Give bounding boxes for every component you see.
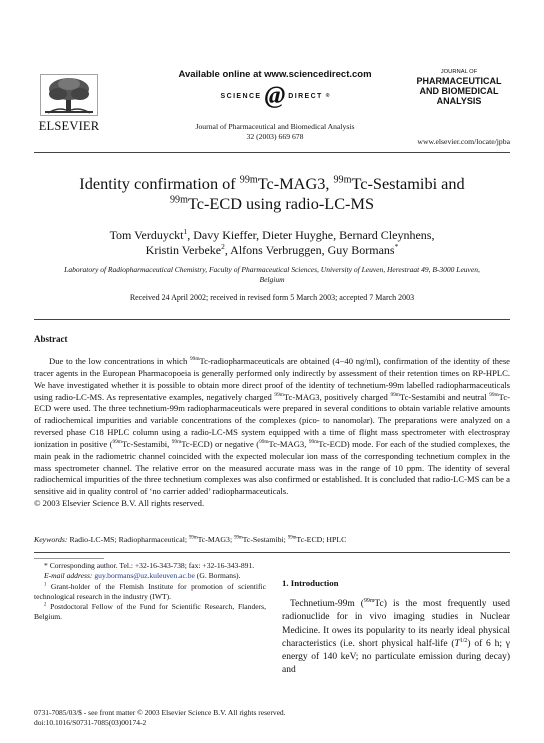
footnote-mark: 2 <box>44 602 47 608</box>
isotope-superscript: 99m <box>390 391 400 398</box>
isotope-superscript: 99m <box>259 439 269 446</box>
science-word: SCIENCE <box>220 92 262 100</box>
title-text-4: Tc-ECD using radio-LC-MS <box>187 194 375 213</box>
isotope-superscript: 99m <box>171 439 182 446</box>
email-label: E-mail address: <box>44 571 93 581</box>
section-heading: 1. Introduction <box>282 578 339 588</box>
journal-logo-line-1: JOURNAL OF <box>440 69 478 75</box>
footnotes <box>34 561 266 623</box>
abstract-top-rule <box>34 319 510 320</box>
journal-url[interactable]: www.elsevier.com/locate/jpba <box>417 137 510 146</box>
abstract-body <box>34 356 510 510</box>
author-footnote-mark: 2 <box>221 242 225 251</box>
title-isotope-3: 99m <box>169 194 188 206</box>
intro-paragraph <box>282 598 510 678</box>
intro-text: ) of 6 h; γ energy of 140 keV; no particulate emission during decay) and <box>282 638 510 676</box>
keyword-text: Tc-MAG3; <box>197 535 235 544</box>
author-list <box>34 228 510 258</box>
footnote-text: Postdoctoral Fellow of the Fund for Scientific Research, Flanders, Belgium. <box>34 602 266 622</box>
title-isotope-2: 99m <box>333 174 352 186</box>
halflife-symbol: T <box>454 638 460 649</box>
isotope-superscript: 99m <box>489 391 499 398</box>
footnote-text: (G. Bormans). <box>194 571 241 581</box>
author-name: Kristin Verbeke <box>145 243 222 257</box>
journal-logo <box>410 68 508 106</box>
abstract-text: Tc-ECD) or negative ( <box>181 438 260 449</box>
elsevier-tree-icon <box>40 74 98 116</box>
title-text-1: Identity confirmation of <box>79 174 240 193</box>
isotope-superscript: 99m <box>189 356 200 363</box>
keywords-label: Keywords: <box>34 535 68 544</box>
direct-word: DIRECT <box>288 92 323 100</box>
isotope-superscript: 99m <box>188 535 198 541</box>
footnote-rule <box>34 558 104 559</box>
available-online-text: Available online at www.sciencedirect.com <box>178 69 372 80</box>
doi-line[interactable]: doi:10.1016/S0731-7085(03)00174-2 <box>34 718 147 727</box>
elsevier-logo <box>38 74 100 134</box>
footnote-text: Grant-holder of the Flemish Institute for promotion of scientific technological research in the industry (IWT). <box>34 581 266 601</box>
isotope-superscript: 99m <box>287 535 297 541</box>
author-names: , Alfons Verbruggen, Guy Bormans <box>224 243 395 257</box>
footnote-text: * Corresponding author. Tel.: +32-16-343-738; fax: +32-16-343-891. <box>44 561 255 570</box>
email-note <box>34 571 266 581</box>
sciencedirect-banner <box>160 69 390 107</box>
publisher-name: ELSEVIER <box>38 119 100 133</box>
keyword-text: Tc-Sestamibi; <box>242 535 288 544</box>
journal-logo-line-4: ANALYSIS <box>436 96 482 106</box>
abstract-bottom-rule <box>34 552 510 553</box>
intro-text: Tc) is the most frequently used radionuclide for in vivo imaging studies in Nuclear Medicine. It owes its popularity to its nearly ideal physical characteristics (i.e. short physical half-life ( <box>282 599 510 649</box>
abstract-heading: Abstract <box>34 334 68 344</box>
trademark-symbol: ® <box>325 93 330 99</box>
abstract-text: Tc-ECD were used. The three technetium-99m radiopharmaceuticals were prepared in several conditions to obtain variable relative amounts of radiochemical impurities and variable concentrations of the complexes (pico- to nanomolar). The preparations were analyzed on a reversed phase C18 HPLC column using a radio-LC-MS system equipped with a time of flight mass spectrometer with electrospray ionization in positive ( <box>34 391 510 449</box>
abstract-text: Tc-radiopharmaceuticals are obtained (4−40 ng/ml), confirmation of the identity of these tracer agents in the European Pharmacopoeia is generally performed only indirectly by assessment of their retention times on RP-HPLC. We have investigated whether it is possible to obtain more direct proof of the identity of technetium-99m labelled radiopharmaceuticals using radio-LC-MS. As representative examples, negatively charged <box>34 356 510 402</box>
abstract-text: Tc-Sestamibi, <box>121 438 172 449</box>
sciencedirect-logo <box>160 82 390 109</box>
title-line-2 <box>34 194 510 214</box>
abstract-copyright: © 2003 Elsevier Science B.V. All rights reserved. <box>34 498 205 509</box>
header-rule <box>34 152 510 153</box>
at-symbol-icon: @ <box>264 82 286 109</box>
author-name: Tom Verduyckt <box>109 228 184 242</box>
journal-header <box>160 122 390 141</box>
title-isotope-1: 99m <box>239 174 258 186</box>
abstract-text: Tc-Sestamibi and neutral <box>399 391 490 402</box>
journal-citation: 32 (2003) 669 678 <box>246 131 304 141</box>
corresponding-author-mark: * <box>394 242 399 251</box>
footnote-mark: 1 <box>44 582 47 588</box>
authors-line-1 <box>34 228 510 243</box>
corresponding-author-note <box>34 561 266 571</box>
authors-line-2 <box>34 243 510 258</box>
abstract-text: Due to the low concentrations in which <box>49 356 190 366</box>
keywords <box>34 535 510 544</box>
isotope-superscript: 99m <box>234 535 243 541</box>
article-title <box>34 174 510 214</box>
journal-logo-line-2: PHARMACEUTICAL <box>416 76 502 86</box>
issn-line: 0731-7085/03/$ - see front matter © 2003 Elsevier Science B.V. All rights reserved. <box>34 708 286 717</box>
author-names: , Davy Kieffer, Dieter Huyghe, Bernard Cleynhens, <box>187 228 435 242</box>
title-text-2: Tc-MAG3, <box>257 174 334 193</box>
isotope-superscript: 99m <box>112 439 122 446</box>
received-dates: Received 24 April 2002; received in revised form 5 March 2003; accepted 7 March 2003 <box>129 293 415 302</box>
author-footnote-mark: 1 <box>183 227 188 236</box>
isotope-superscript: 99m <box>308 439 319 446</box>
keyword-text: Tc-ECD; HPLC <box>296 535 347 544</box>
abstract-text: Tc-MAG3, positively charged <box>283 391 391 402</box>
abstract-text: Tc-MAG3, <box>268 438 309 449</box>
journal-name: Journal of Pharmaceutical and Biomedical Analysis <box>195 122 355 131</box>
footnote-2 <box>34 602 266 623</box>
affiliation-line-1: Laboratory of Radiopharmaceutical Chemistry, Faculty of Pharmaceutical Sciences, University of Leuven, Herestraat 49, B-3000 Leuven, <box>64 265 480 274</box>
footnote-1 <box>34 582 266 603</box>
halflife-superscript: 1/2 <box>459 637 468 644</box>
email-link[interactable]: guy.bormans@uz.kuleuven.ac.be <box>94 571 195 581</box>
affiliation <box>34 265 510 285</box>
affiliation-line-2: Belgium <box>259 275 285 284</box>
intro-text: Technetium-99m ( <box>290 599 364 609</box>
keyword-text: Radio-LC-MS; Radiopharmaceutical; <box>69 535 189 544</box>
abstract-text: Tc-ECD) mode. For each of the studied complexes, the main peak in the radiometric channel coincided with the expected molecular ion mass of the corresponding technetium complex in the mass spectrometer channel. The relative error on the measured accurate mass was in the range of 10 ppm. The identity of several radiochemical impurities of the three technetium complexes was also confirmed or established. It is concluded that radio-LC-MS can be a sensitive aid in quality control of ‘no carrier added’ radiopharmaceuticals. <box>34 438 510 497</box>
journal-logo-line-3: AND BIOMEDICAL <box>419 86 499 96</box>
front-matter-notice <box>34 708 510 728</box>
title-text-3: Tc-Sestamibi and <box>351 174 465 193</box>
title-line-1 <box>34 174 510 194</box>
isotope-superscript: 99m <box>274 391 284 398</box>
isotope-superscript: 99m <box>363 597 375 604</box>
